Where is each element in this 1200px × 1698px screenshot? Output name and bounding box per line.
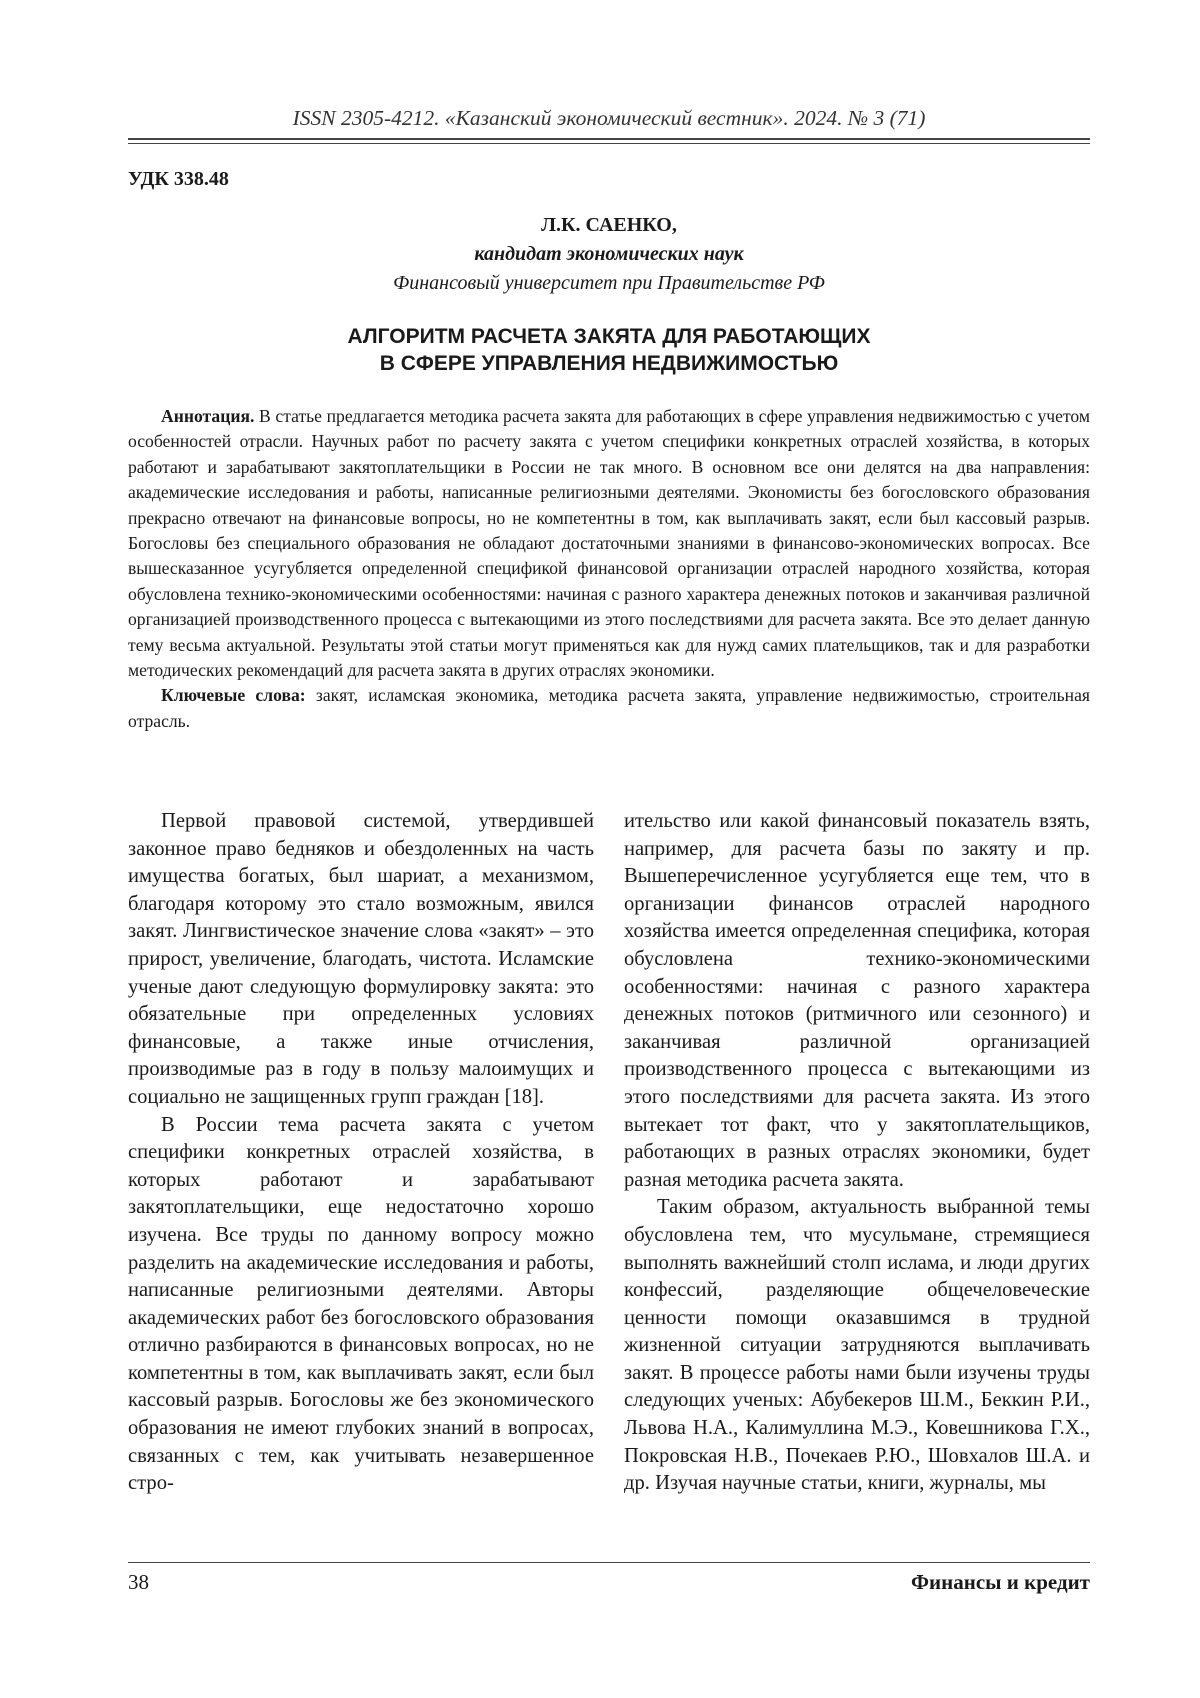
author-affiliation: Финансовый университет при Правительстве РФ	[393, 272, 825, 294]
article-title	[128, 323, 1090, 377]
header-rule-thin	[128, 143, 1090, 144]
title-line-2: В СФЕРЕ УПРАВЛЕНИЯ НЕДВИЖИМОСТЬЮ	[379, 352, 839, 375]
author-name: Л.К. САЕНКО,	[541, 214, 677, 236]
body-column-right	[624, 808, 1090, 1498]
author-degree: кандидат экономических наук	[474, 243, 744, 265]
keywords-text: закят, исламская экономика, методика расчета закята, управление недвижимостью, строительная отрасль.	[128, 685, 1090, 731]
body-column-left	[128, 808, 594, 1498]
body-paragraph: Таким образом, актуальность выбранной темы обусловлена тем, что мусульмане, стремящиеся выполнять важнейший столп ислама, и люди других конфессий, разделяющие общечеловеческие ценности помощи оказавшимся в трудной жизненной ситуации затрудняются выплачивать закят. В процессе работы нами были изучены труды следующих ученых: Абубекеров Ш.М., Беккин Р.И., Львова Н.А., Калимуллина М.Э., Ковешникова Г.Х., Покровская Н.В., Почекаев Р.Ю., Шовхалов Ш.А. и др. Изучая научные статьи, книги, журналы, мы	[624, 1196, 1090, 1495]
body-paragraph: Первой правовой системой, утвердившей законное право бедняков и обездоленных на часть имущества богатых, был шариат, а механизмом, благодаря которому это стало возможным, явился закят. Лингвистическое значение слова «закят» – это прирост, увеличение, благодать, чистота. Исламские ученые дают следующую формулировку закята: это обязательные при определенных условиях финансовые, а также иные отчисления, производимые раз в году в пользу малоимущих и социально не защищенных групп граждан [18].	[128, 810, 594, 1108]
header-rule	[128, 138, 1090, 140]
author-block	[128, 212, 1090, 297]
body-paragraph: В России тема расчета закята с учетом специфики конкретных отраслей хозяйства, в которых работают и зарабатывают закятоплательщики, еще недостаточно хорошо изучена. Все труды по данному вопросу можно разделить на академические исследования и работы, написанные религиозными деятелями. Авторы академических работ без богословского образования отлично разбираются в финансовых вопросах, но не компетентны в том, как выплачивать закят, если был кассовый разрыв. Богословы же без экономического образования не имеют глубоких знаний в вопросах, связанных с тем, как учитывать незавершенное стро-	[128, 1113, 594, 1495]
footer-rule	[128, 1562, 1090, 1563]
body-paragraph: ительство или какой финансовый показатель взять, например, для расчета базы по закяту и пр. Вышеперечисленное усугубляется еще тем, что в организации финансов отраслей народного хозяйства имеется определенная специфика, которая обусловлена технико-экономическими особенностями: начиная с разного характера денежных потоков (ритмичного или сезонного) и заканчивая различной организацией производственного процесса с вытекающими из этого последствиями для расчета закята. Из этого вытекает тот факт, что у закятоплательщиков, работающих в разных отраслях экономики, будет разная методика расчета закята.	[624, 810, 1090, 1191]
abstract-paragraph	[128, 404, 1090, 683]
abstract-label: Аннотация.	[161, 406, 255, 426]
title-line-1: АЛГОРИТМ РАСЧЕТА ЗАКЯТА ДЛЯ РАБОТАЮЩИХ	[347, 325, 871, 348]
keywords-paragraph	[128, 683, 1090, 734]
page-number: 38	[128, 1570, 149, 1594]
udk-code: УДК 338.48	[128, 168, 229, 190]
journal-section: Финансы и кредит	[910, 1570, 1090, 1594]
keywords-label: Ключевые слова:	[161, 685, 306, 706]
abstract-text: В статье предлагается методика расчета закята для работающих в сфере управления недвижимостью с учетом особенностей отрасли. Научных работ по расчету закята с учетом специфики конкретных отраслей хозяйства, в которых работают и зарабатывают закятоплательщики в России не так много. В основном все они делятся на два направления: академические исследования и работы, написанные религиозными деятелями. Экономисты без богословского образования прекрасно отвечают на финансовые вопросы, но не компетентны в том, как выплачивать закят, если был кассовый разрыв. Богословы без специального образования не обладают достаточными знаниями в финансово-экономических вопросах. Все вышесказанное усугубляется определенной спецификой финансовой организации отраслей народного хозяйства, которая обусловлена технико-экономическими особенностями: начиная с разного характера денежных потоков и заканчивая различной организацией производственного процесса с вытекающими из этого последствиями для расчета закята. Все это делает данную тему весьма актуальной. Результаты этой статьи могут применяться как для нужд самих плательщиков, так и для разработки методических рекомендаций для расчета закята в других отраслях экономики.	[128, 406, 1090, 681]
abstract	[128, 404, 1090, 734]
running-header: ISSN 2305-4212. «Казанский экономический вестник». 2024. № 3 (71)	[292, 106, 926, 130]
